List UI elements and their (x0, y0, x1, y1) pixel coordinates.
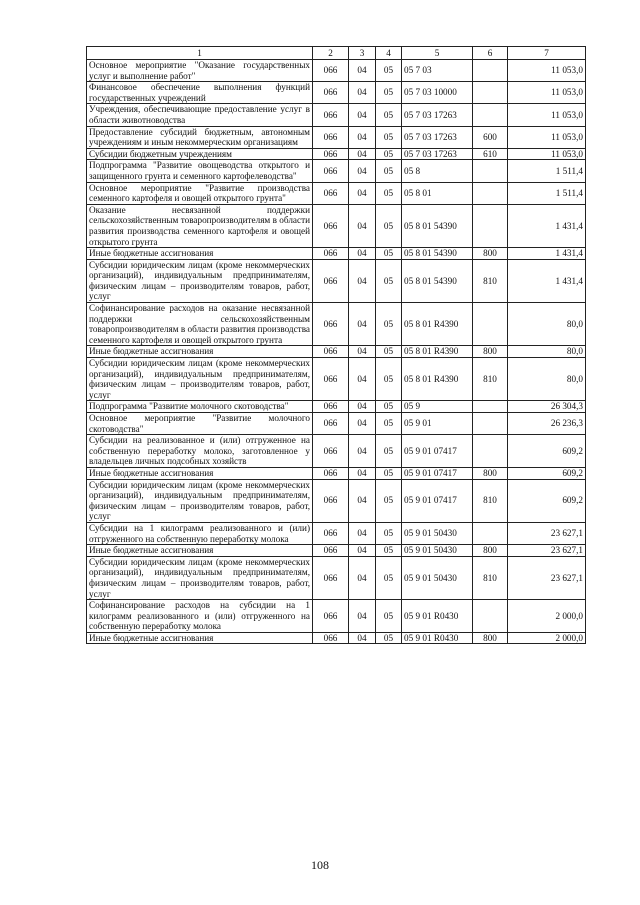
subsection-cell: 05 (376, 346, 402, 358)
expense-type-cell: 600 (473, 126, 508, 148)
row-name-cell: Иные бюджетные ассигнования (87, 346, 313, 358)
subsection-cell: 05 (376, 600, 402, 633)
table-row (87, 303, 586, 346)
row-name-cell: Подпрограмма "Развитие овощеводства открытого и защищенного грунта и семенного картофелеводства" (87, 160, 313, 182)
column-header: 2 (313, 47, 349, 60)
amount-cell: 609,2 (508, 467, 586, 479)
section-cell: 04 (349, 60, 376, 82)
ministry-code-cell: 066 (313, 600, 349, 633)
row-name-cell: Основное мероприятие "Развитие молочного скотоводства" (87, 413, 313, 435)
expense-type-cell: 810 (473, 479, 508, 522)
ministry-code-cell: 066 (313, 556, 349, 599)
expense-type-cell (473, 401, 508, 413)
table-row (87, 467, 586, 479)
expense-type-cell: 800 (473, 545, 508, 557)
target-article-cell: 05 8 01 (402, 182, 473, 204)
column-header: 1 (87, 47, 313, 60)
row-name-cell: Субсидии бюджетным учреждениям (87, 148, 313, 160)
row-name-cell: Субсидии юридическим лицам (кроме некоммерческих организаций), индивидуальным предпринимателям, физическим лицам – производителям товаров, работ, услуг (87, 358, 313, 401)
subsection-cell: 05 (376, 401, 402, 413)
section-cell: 04 (349, 248, 376, 260)
target-article-cell: 05 8 01 R4390 (402, 303, 473, 346)
amount-cell: 11 053,0 (508, 60, 586, 82)
expense-type-cell (473, 435, 508, 468)
amount-cell: 23 627,1 (508, 556, 586, 599)
row-name-cell: Субсидии на реализованное и (или) отгруженное на собственную переработку молоко, заготовленное у владельцев личных подсобных хозяйств (87, 435, 313, 468)
target-article-cell: 05 9 01 07417 (402, 479, 473, 522)
target-article-cell: 05 9 01 50430 (402, 522, 473, 544)
row-name-cell: Подпрограмма "Развитие молочного скотоводства" (87, 401, 313, 413)
section-cell: 04 (349, 556, 376, 599)
expense-type-cell (473, 82, 508, 104)
target-article-cell: 05 8 01 54390 (402, 259, 473, 302)
subsection-cell: 05 (376, 556, 402, 599)
subsection-cell: 05 (376, 479, 402, 522)
table-row (87, 632, 586, 644)
target-article-cell: 05 7 03 17263 (402, 104, 473, 126)
target-article-cell: 05 7 03 17263 (402, 126, 473, 148)
table-row (87, 60, 586, 82)
subsection-cell: 05 (376, 259, 402, 302)
table-row (87, 435, 586, 468)
expense-type-cell (473, 413, 508, 435)
amount-cell: 26 304,3 (508, 401, 586, 413)
section-cell: 04 (349, 413, 376, 435)
section-cell: 04 (349, 358, 376, 401)
expense-type-cell (473, 104, 508, 126)
table-row (87, 358, 586, 401)
row-name-cell: Предоставление субсидий бюджетным, автономным учреждениям и иным некоммерческим организациям (87, 126, 313, 148)
expense-type-cell (473, 204, 508, 247)
subsection-cell: 05 (376, 435, 402, 468)
amount-cell: 11 053,0 (508, 126, 586, 148)
amount-cell: 26 236,3 (508, 413, 586, 435)
table-row (87, 522, 586, 544)
table-row (87, 148, 586, 160)
amount-cell: 2 000,0 (508, 600, 586, 633)
subsection-cell: 05 (376, 104, 402, 126)
target-article-cell: 05 9 01 50430 (402, 545, 473, 557)
expense-type-cell (473, 182, 508, 204)
ministry-code-cell: 066 (313, 104, 349, 126)
table-row (87, 413, 586, 435)
budget-table (86, 46, 586, 644)
amount-cell: 1 431,4 (508, 204, 586, 247)
row-name-cell: Субсидии юридическим лицам (кроме некоммерческих организаций), индивидуальным предпринимателям, физическим лицам – производителям товаров, работ, услуг (87, 556, 313, 599)
amount-cell: 80,0 (508, 303, 586, 346)
subsection-cell: 05 (376, 632, 402, 644)
table-row (87, 82, 586, 104)
amount-cell: 80,0 (508, 358, 586, 401)
amount-cell: 1 511,4 (508, 160, 586, 182)
row-name-cell: Иные бюджетные ассигнования (87, 545, 313, 557)
subsection-cell: 05 (376, 467, 402, 479)
ministry-code-cell: 066 (313, 413, 349, 435)
subsection-cell: 05 (376, 248, 402, 260)
expense-type-cell: 800 (473, 346, 508, 358)
subsection-cell: 05 (376, 126, 402, 148)
ministry-code-cell: 066 (313, 346, 349, 358)
expense-type-cell (473, 60, 508, 82)
subsection-cell: 05 (376, 182, 402, 204)
target-article-cell: 05 8 01 R4390 (402, 346, 473, 358)
subsection-cell: 05 (376, 413, 402, 435)
expense-type-cell: 800 (473, 248, 508, 260)
section-cell: 04 (349, 204, 376, 247)
expense-type-cell: 810 (473, 259, 508, 302)
expense-type-cell: 800 (473, 467, 508, 479)
amount-cell: 1 431,4 (508, 248, 586, 260)
target-article-cell: 05 9 01 50430 (402, 556, 473, 599)
row-name-cell: Иные бюджетные ассигнования (87, 632, 313, 644)
page-number: 108 (311, 858, 329, 872)
amount-cell: 1 511,4 (508, 182, 586, 204)
table-row (87, 182, 586, 204)
section-cell: 04 (349, 82, 376, 104)
table-header-row (87, 47, 586, 60)
ministry-code-cell: 066 (313, 248, 349, 260)
ministry-code-cell: 066 (313, 522, 349, 544)
row-name-cell: Софинансирование расходов на оказание несвязанной поддержки сельскохозяйственным товаропроизводителям в области развития производства семенного картофеля и овощей открытого грунта (87, 303, 313, 346)
table-row (87, 126, 586, 148)
table-row (87, 545, 586, 557)
table-body (87, 60, 586, 644)
target-article-cell: 05 9 01 07417 (402, 467, 473, 479)
section-cell: 04 (349, 479, 376, 522)
column-header: 5 (402, 47, 473, 60)
expense-type-cell (473, 600, 508, 633)
amount-cell: 23 627,1 (508, 545, 586, 557)
section-cell: 04 (349, 148, 376, 160)
section-cell: 04 (349, 467, 376, 479)
table-row (87, 346, 586, 358)
target-article-cell: 05 9 01 (402, 413, 473, 435)
row-name-cell: Оказание несвязанной поддержки сельскохозяйственным товаропроизводителям в области развития производства семенного картофеля и овощей открытого грунта (87, 204, 313, 247)
target-article-cell: 05 8 01 54390 (402, 204, 473, 247)
target-article-cell: 05 9 01 07417 (402, 435, 473, 468)
row-name-cell: Субсидии на 1 килограмм реализованного и (или) отгруженного на собственную переработку молока (87, 522, 313, 544)
subsection-cell: 05 (376, 82, 402, 104)
ministry-code-cell: 066 (313, 259, 349, 302)
ministry-code-cell: 066 (313, 160, 349, 182)
target-article-cell: 05 7 03 (402, 60, 473, 82)
amount-cell: 1 431,4 (508, 259, 586, 302)
table-row (87, 204, 586, 247)
ministry-code-cell: 066 (313, 435, 349, 468)
row-name-cell: Учреждения, обеспечивающие предоставление услуг в области животноводства (87, 104, 313, 126)
section-cell: 04 (349, 545, 376, 557)
ministry-code-cell: 066 (313, 358, 349, 401)
subsection-cell: 05 (376, 545, 402, 557)
amount-cell: 609,2 (508, 479, 586, 522)
section-cell: 04 (349, 160, 376, 182)
ministry-code-cell: 066 (313, 82, 349, 104)
row-name-cell: Субсидии юридическим лицам (кроме некоммерческих организаций), индивидуальным предпринимателям, физическим лицам – производителям товаров, работ, услуг (87, 259, 313, 302)
subsection-cell: 05 (376, 303, 402, 346)
row-name-cell: Основное мероприятие "Оказание государственных услуг и выполнение работ" (87, 60, 313, 82)
subsection-cell: 05 (376, 204, 402, 247)
target-article-cell: 05 9 01 R0430 (402, 632, 473, 644)
table-row (87, 104, 586, 126)
ministry-code-cell: 066 (313, 303, 349, 346)
expense-type-cell: 810 (473, 556, 508, 599)
table-row (87, 600, 586, 633)
target-article-cell: 05 8 (402, 160, 473, 182)
row-name-cell: Финансовое обеспечение выполнения функций государственных учреждений (87, 82, 313, 104)
ministry-code-cell: 066 (313, 126, 349, 148)
subsection-cell: 05 (376, 60, 402, 82)
ministry-code-cell: 066 (313, 632, 349, 644)
section-cell: 04 (349, 126, 376, 148)
table-row (87, 401, 586, 413)
table-row (87, 259, 586, 302)
table-row (87, 248, 586, 260)
ministry-code-cell: 066 (313, 148, 349, 160)
row-name-cell: Субсидии юридическим лицам (кроме некоммерческих организаций), индивидуальным предпринимателям, физическим лицам – производителям товаров, работ, услуг (87, 479, 313, 522)
ministry-code-cell: 066 (313, 204, 349, 247)
section-cell: 04 (349, 600, 376, 633)
target-article-cell: 05 7 03 10000 (402, 82, 473, 104)
column-header: 4 (376, 47, 402, 60)
section-cell: 04 (349, 346, 376, 358)
ministry-code-cell: 066 (313, 401, 349, 413)
section-cell: 04 (349, 104, 376, 126)
target-article-cell: 05 9 01 R0430 (402, 600, 473, 633)
amount-cell: 609,2 (508, 435, 586, 468)
amount-cell: 11 053,0 (508, 104, 586, 126)
section-cell: 04 (349, 303, 376, 346)
ministry-code-cell: 066 (313, 545, 349, 557)
table-row (87, 556, 586, 599)
subsection-cell: 05 (376, 148, 402, 160)
target-article-cell: 05 7 03 17263 (402, 148, 473, 160)
row-name-cell: Основное мероприятие "Развитие производства семенного картофеля и овощей открытого грунта" (87, 182, 313, 204)
amount-cell: 23 627,1 (508, 522, 586, 544)
expense-type-cell: 800 (473, 632, 508, 644)
expense-type-cell (473, 303, 508, 346)
target-article-cell: 05 8 01 54390 (402, 248, 473, 260)
row-name-cell: Иные бюджетные ассигнования (87, 467, 313, 479)
expense-type-cell (473, 522, 508, 544)
amount-cell: 80,0 (508, 346, 586, 358)
table-row (87, 160, 586, 182)
expense-type-cell (473, 160, 508, 182)
amount-cell: 2 000,0 (508, 632, 586, 644)
ministry-code-cell: 066 (313, 60, 349, 82)
section-cell: 04 (349, 435, 376, 468)
ministry-code-cell: 066 (313, 467, 349, 479)
amount-cell: 11 053,0 (508, 148, 586, 160)
column-header: 7 (508, 47, 586, 60)
ministry-code-cell: 066 (313, 479, 349, 522)
section-cell: 04 (349, 401, 376, 413)
column-header: 3 (349, 47, 376, 60)
target-article-cell: 05 9 (402, 401, 473, 413)
section-cell: 04 (349, 182, 376, 204)
row-name-cell: Иные бюджетные ассигнования (87, 248, 313, 260)
column-header: 6 (473, 47, 508, 60)
table-row (87, 479, 586, 522)
expense-type-cell: 810 (473, 358, 508, 401)
subsection-cell: 05 (376, 522, 402, 544)
expense-type-cell: 610 (473, 148, 508, 160)
row-name-cell: Софинансирование расходов на субсидии на 1 килограмм реализованного и (или) отгруженного на собственную переработку молока (87, 600, 313, 633)
amount-cell: 11 053,0 (508, 82, 586, 104)
subsection-cell: 05 (376, 160, 402, 182)
section-cell: 04 (349, 632, 376, 644)
ministry-code-cell: 066 (313, 182, 349, 204)
section-cell: 04 (349, 259, 376, 302)
subsection-cell: 05 (376, 358, 402, 401)
target-article-cell: 05 8 01 R4390 (402, 358, 473, 401)
section-cell: 04 (349, 522, 376, 544)
